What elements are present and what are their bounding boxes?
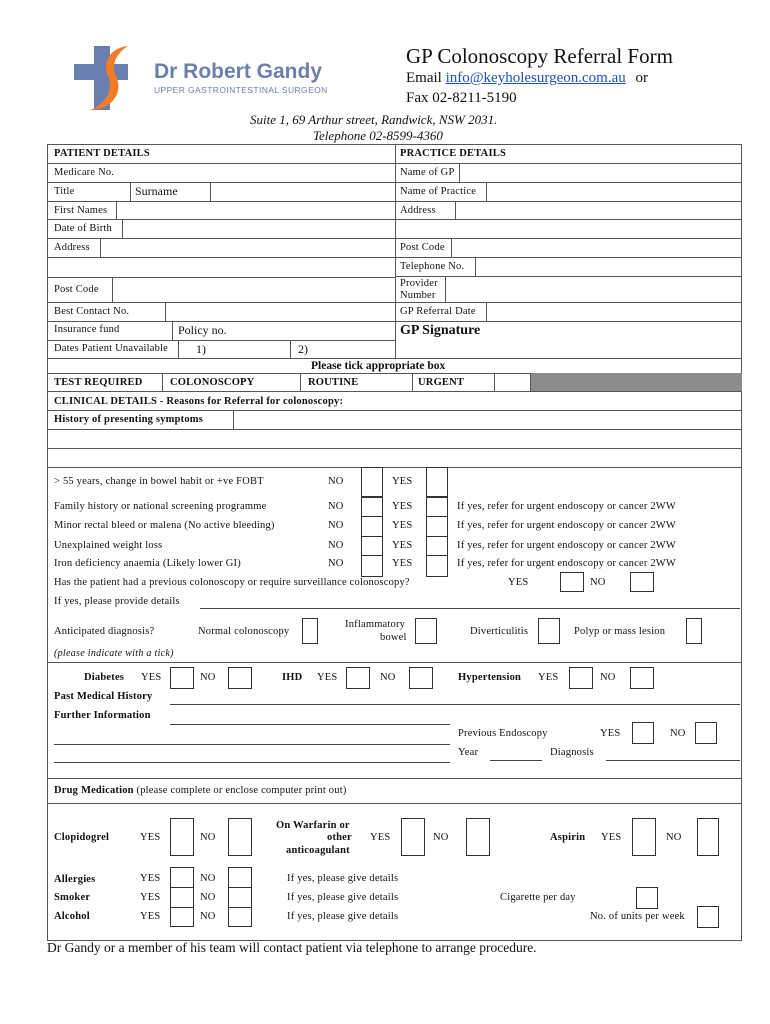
aspirin-yes: YES bbox=[601, 832, 622, 843]
smoker-yes: YES bbox=[140, 892, 161, 903]
allergies-yes: YES bbox=[140, 873, 161, 884]
inflammatory-label-2: bowel bbox=[380, 632, 407, 643]
warfarin-yes: YES bbox=[370, 832, 391, 843]
warfarin-yes-checkbox[interactable] bbox=[401, 818, 425, 856]
hypertension-yes: YES bbox=[538, 672, 559, 683]
best-contact-label: Best Contact No. bbox=[54, 306, 130, 317]
diabetes-yes: YES bbox=[141, 672, 162, 683]
practice-address-label: Address bbox=[400, 205, 436, 216]
provider-label-2: Number bbox=[400, 290, 436, 301]
policy-label: Policy no. bbox=[178, 323, 227, 337]
history-label: History of presenting symptoms bbox=[54, 414, 204, 425]
pmh-label: Past Medical History bbox=[54, 691, 153, 702]
aspirin-no: NO bbox=[666, 832, 682, 843]
logo-subtitle: UPPER GASTROINTESTINAL SURGEON bbox=[154, 85, 328, 95]
reason-3-yes: YES bbox=[392, 540, 413, 551]
previous-details-line[interactable] bbox=[200, 608, 740, 609]
clopidogrel-yes: YES bbox=[140, 832, 161, 843]
prev-endo-no-checkbox[interactable] bbox=[695, 722, 717, 744]
colonoscopy-checkbox[interactable] bbox=[262, 374, 300, 390]
email-label: Email bbox=[406, 70, 442, 86]
fax: Fax 02-8211-5190 bbox=[406, 90, 517, 106]
tick-note: Please tick appropriate box bbox=[311, 360, 446, 372]
urgent-checkbox[interactable] bbox=[495, 374, 530, 390]
units-input[interactable] bbox=[697, 906, 719, 928]
clopidogrel-label: Clopidogrel bbox=[54, 832, 110, 843]
surname-label: Surname bbox=[135, 184, 178, 198]
title-label: Title bbox=[54, 186, 75, 197]
warfarin-label-3: anticoagulant bbox=[286, 845, 350, 856]
reason-3-no: NO bbox=[328, 540, 344, 551]
lifestyle-yes-checkbox-column[interactable] bbox=[170, 867, 194, 927]
inflammatory-label-1: Inflammatory bbox=[345, 619, 406, 630]
ihd-no-checkbox[interactable] bbox=[409, 667, 433, 689]
further-line-1[interactable] bbox=[170, 724, 450, 725]
insurance-label: Insurance fund bbox=[54, 324, 120, 335]
aspirin-yes-checkbox[interactable] bbox=[632, 818, 656, 856]
first-names-label: First Names bbox=[54, 205, 108, 216]
reason-4-no: NO bbox=[328, 558, 344, 569]
diabetes-label: Diabetes bbox=[84, 672, 125, 683]
clopidogrel-yes-checkbox[interactable] bbox=[170, 818, 194, 856]
if-yes-details-label: If yes, please provide details bbox=[54, 596, 180, 607]
further-info-label: Further Information bbox=[54, 710, 151, 721]
clopidogrel-no-checkbox[interactable] bbox=[228, 818, 252, 856]
unavailable-date-2: 2) bbox=[298, 342, 308, 356]
previous-colonoscopy-question: Has the patient had a previous colonoscopy or require surveillance colonoscopy? bbox=[54, 577, 410, 588]
allergies-no: NO bbox=[200, 873, 216, 884]
polyp-label: Polyp or mass lesion bbox=[574, 626, 666, 637]
medicare-label: Medicare No. bbox=[54, 167, 115, 178]
reason-0-no-checkbox[interactable] bbox=[361, 467, 383, 497]
reasons-yes-checkbox-column[interactable] bbox=[426, 497, 448, 577]
reason-1-no: NO bbox=[328, 501, 344, 512]
warfarin-no: NO bbox=[433, 832, 449, 843]
test-required-label: TEST REQUIRED bbox=[54, 377, 143, 388]
grey-fill-cell bbox=[530, 373, 742, 391]
diabetes-yes-checkbox[interactable] bbox=[170, 667, 194, 689]
smoker-label: Smoker bbox=[54, 892, 91, 903]
aspirin-label: Aspirin bbox=[550, 832, 586, 843]
warfarin-label-1: On Warfarin or bbox=[276, 820, 350, 831]
previous-no-checkbox[interactable] bbox=[630, 572, 654, 592]
patient-address-label: Address bbox=[54, 242, 90, 253]
reasons-no-checkbox-column[interactable] bbox=[361, 497, 383, 577]
reason-0-no: NO bbox=[328, 476, 344, 487]
practice-address: Suite 1, 69 Arthur street, Randwick, NSW 2031. bbox=[250, 112, 498, 127]
prev-endo-no: NO bbox=[670, 728, 686, 739]
further-line-3[interactable] bbox=[54, 762, 450, 763]
alcohol-details: If yes, please give details bbox=[287, 911, 399, 922]
routine-label: ROUTINE bbox=[308, 377, 359, 388]
allergies-details: If yes, please give details bbox=[287, 873, 399, 884]
reason-4-yes: YES bbox=[392, 558, 413, 569]
hypertension-no: NO bbox=[600, 672, 616, 683]
logo-name: Dr Robert Gandy bbox=[154, 60, 323, 83]
ihd-label: IHD bbox=[282, 672, 303, 683]
practice-telephone: Telephone 02-8599-4360 bbox=[313, 128, 443, 143]
practice-postcode-label: Post Code bbox=[400, 242, 445, 253]
ihd-yes: YES bbox=[317, 672, 338, 683]
patient-postcode-label: Post Code bbox=[54, 284, 99, 295]
hypertension-no-checkbox[interactable] bbox=[630, 667, 654, 689]
gp-signature-label: GP Signature bbox=[400, 323, 481, 338]
practice-name-label: Name of Practice bbox=[400, 186, 477, 197]
unavailable-label: Dates Patient Unavailable bbox=[54, 343, 169, 354]
dob-label: Date of Birth bbox=[54, 223, 113, 234]
polyp-checkbox[interactable] bbox=[686, 618, 702, 644]
inflammatory-checkbox[interactable] bbox=[415, 618, 437, 644]
email-or: or bbox=[635, 70, 648, 86]
cigarette-label: Cigarette per day bbox=[500, 892, 576, 903]
clopidogrel-no: NO bbox=[200, 832, 216, 843]
anticipated-label: Anticipated diagnosis? bbox=[54, 626, 155, 637]
email-link[interactable]: info@keyholesurgeon.com.au bbox=[445, 70, 626, 86]
units-label: No. of units per week bbox=[590, 911, 685, 922]
indicate-tick-note: (please indicate with a tick) bbox=[54, 648, 174, 659]
year-label: Year bbox=[458, 747, 479, 758]
provider-label-1: Provider bbox=[400, 278, 438, 289]
reason-row-3: Unexplained weight loss bbox=[54, 540, 163, 551]
gp-name-label: Name of GP bbox=[400, 167, 455, 178]
alcohol-yes: YES bbox=[140, 911, 161, 922]
footer-note: Dr Gandy or a member of his team will contact patient via telephone to arrange procedure. bbox=[47, 940, 537, 955]
logo-mark-icon bbox=[72, 42, 152, 114]
practice-telephone-label: Telephone No. bbox=[400, 261, 465, 272]
clinical-heading: CLINICAL DETAILS - Reasons for Referral for colonoscopy: bbox=[54, 396, 344, 407]
reason-row-1: Family history or national screening programme bbox=[54, 501, 267, 512]
reason-3-note: If yes, refer for urgent endoscopy or cancer 2WW bbox=[457, 540, 677, 551]
drug-heading bbox=[54, 785, 347, 796]
patient-details-heading: PATIENT DETAILS bbox=[54, 148, 150, 159]
reason-0-yes-checkbox[interactable] bbox=[426, 467, 448, 497]
reason-2-note: If yes, refer for urgent endoscopy or cancer 2WW bbox=[457, 520, 677, 531]
cigarette-input[interactable] bbox=[636, 887, 658, 909]
ihd-no: NO bbox=[380, 672, 396, 683]
urgent-label: URGENT bbox=[418, 377, 465, 388]
diagnosis-line[interactable] bbox=[606, 760, 740, 761]
reason-2-yes: YES bbox=[392, 520, 413, 531]
reason-row-4: Iron deficiency anaemia (Likely lower GI) bbox=[54, 558, 241, 569]
colonoscopy-label: COLONOSCOPY bbox=[170, 377, 255, 388]
diabetes-no: NO bbox=[200, 672, 216, 683]
email-line bbox=[406, 70, 648, 87]
diagnosis-label: Diagnosis bbox=[550, 747, 594, 758]
referral-date-label: GP Referral Date bbox=[400, 306, 476, 317]
normal-checkbox[interactable] bbox=[302, 618, 318, 644]
pmh-line[interactable] bbox=[170, 704, 740, 705]
previous-no: NO bbox=[590, 577, 606, 588]
diverticulitis-label: Diverticulitis bbox=[470, 626, 529, 637]
normal-label: Normal colonoscopy bbox=[198, 626, 290, 637]
ihd-yes-checkbox[interactable] bbox=[346, 667, 370, 689]
prev-endo-yes-checkbox[interactable] bbox=[632, 722, 654, 744]
reason-2-no: NO bbox=[328, 520, 344, 531]
alcohol-label: Alcohol bbox=[54, 911, 90, 922]
year-line[interactable] bbox=[490, 760, 542, 761]
routine-checkbox[interactable] bbox=[382, 374, 412, 390]
logo bbox=[72, 42, 342, 114]
reason-0-yes: YES bbox=[392, 476, 413, 487]
further-line-2[interactable] bbox=[54, 744, 450, 745]
reason-row-0: > 55 years, change in bowel habit or +ve FOBT bbox=[54, 476, 264, 487]
lifestyle-no-checkbox-column[interactable] bbox=[228, 867, 252, 927]
history-input[interactable] bbox=[234, 411, 741, 467]
diverticulitis-checkbox[interactable] bbox=[538, 618, 560, 644]
reason-1-yes: YES bbox=[392, 501, 413, 512]
previous-yes-checkbox[interactable] bbox=[560, 572, 584, 592]
aspirin-no-checkbox[interactable] bbox=[697, 818, 719, 856]
form-title: GP Colonoscopy Referral Form bbox=[406, 44, 673, 68]
smoker-details: If yes, please give details bbox=[287, 892, 399, 903]
smoker-no: NO bbox=[200, 892, 216, 903]
diabetes-no-checkbox[interactable] bbox=[228, 667, 252, 689]
hypertension-yes-checkbox[interactable] bbox=[569, 667, 593, 689]
allergies-label: Allergies bbox=[54, 874, 96, 885]
hypertension-label: Hypertension bbox=[458, 672, 522, 683]
drug-heading-bold: Drug Medication bbox=[54, 785, 134, 796]
warfarin-label-2: other bbox=[327, 832, 352, 843]
prev-endo-yes: YES bbox=[600, 728, 621, 739]
alcohol-no: NO bbox=[200, 911, 216, 922]
practice-details-heading: PRACTICE DETAILS bbox=[400, 148, 506, 159]
reason-1-note: If yes, refer for urgent endoscopy or cancer 2WW bbox=[457, 501, 677, 512]
prev-endo-label: Previous Endoscopy bbox=[458, 728, 548, 739]
previous-yes: YES bbox=[508, 577, 529, 588]
drug-heading-rest: (please complete or enclose computer print out) bbox=[136, 785, 347, 796]
reason-4-note: If yes, refer for urgent endoscopy or cancer 2WW bbox=[457, 558, 677, 569]
reason-row-2: Minor rectal bleed or malena (No active bleeding) bbox=[54, 520, 275, 531]
unavailable-date-1: 1) bbox=[196, 342, 206, 356]
warfarin-no-checkbox[interactable] bbox=[466, 818, 490, 856]
